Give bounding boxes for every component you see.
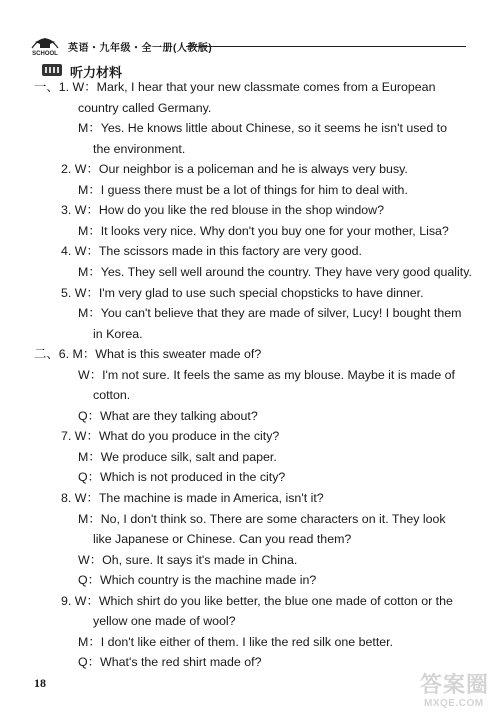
school-logo-icon bbox=[28, 28, 62, 56]
section-title: 听力材料 bbox=[70, 65, 123, 80]
transcript-line: M：You can't believe that they are made of silver, Lucy! I bought them bbox=[78, 306, 462, 321]
transcript-line: country called Germany. bbox=[78, 100, 212, 115]
transcript-line: W：Oh, sure. It says it's made in China. bbox=[78, 552, 298, 567]
transcript-line: the environment. bbox=[93, 141, 186, 156]
transcript-line: Q：What's the red shirt made of? bbox=[78, 655, 262, 670]
watermark bbox=[420, 668, 496, 714]
transcript-line: M：I don't like either of them. I like the red silk one better. bbox=[78, 634, 394, 649]
transcript-line: W：I'm not sure. It feels the same as my blouse. Maybe it is made of bbox=[78, 367, 455, 382]
transcript-line: M：No, I don't think so. There are some characters on it. They look bbox=[78, 511, 446, 526]
transcript-line: M：It looks very nice. Why don't you buy one for your mother, Lisa? bbox=[78, 223, 449, 238]
transcript-line: Q：What are they talking about? bbox=[78, 408, 258, 423]
transcript-line: 2. W：Our neighbor is a policeman and he is always very busy. bbox=[61, 162, 408, 177]
transcript-line: 一、1. W：Mark, I hear that your new classmate comes from a European bbox=[34, 80, 436, 94]
transcript-line: M：I guess there must be a lot of things for him to deal with. bbox=[78, 182, 408, 197]
transcript-line: 4. W：The scissors made in this factory are very good. bbox=[61, 244, 362, 259]
section-marker-icon bbox=[42, 64, 62, 76]
transcript-line: 9. W：Which shirt do you like better, the blue one made of cotton or the bbox=[61, 593, 453, 608]
watermark-logo: 答案圈 bbox=[420, 672, 490, 697]
transcript-line: Q：Which country is the machine made in? bbox=[78, 573, 317, 588]
watermark-url: MXQE.COM bbox=[424, 698, 484, 709]
logo-text: SCHOOL bbox=[32, 51, 58, 56]
page-header bbox=[28, 30, 448, 60]
transcript-line: M：Yes. They sell well around the country. They have very good quality. bbox=[78, 264, 472, 279]
transcript-line: in Korea. bbox=[93, 326, 143, 341]
page-number: 18 bbox=[34, 676, 46, 690]
transcript-line: Q：Which is not produced in the city? bbox=[78, 470, 286, 485]
transcript-line: 3. W：How do you like the red blouse in the shop window? bbox=[61, 203, 385, 218]
transcript-line: 5. W：I'm very glad to use such special chopsticks to have dinner. bbox=[61, 285, 424, 300]
header-rule bbox=[186, 46, 466, 47]
transcript-line: 8. W：The machine is made in America, isn't it? bbox=[61, 491, 324, 505]
transcript-line: yellow one made of wool? bbox=[93, 614, 236, 629]
transcript-line: M：Yes. He knows little about Chinese, so it seems he isn't used to bbox=[78, 121, 447, 136]
transcript-line: cotton. bbox=[93, 388, 131, 403]
transcript-line: like Japanese or Chinese. Can you read them? bbox=[93, 532, 352, 547]
transcript-line: M：We produce silk, salt and paper. bbox=[78, 449, 277, 464]
transcript-line: 7. W：What do you produce in the city? bbox=[61, 429, 280, 444]
header-title: 英语・九年级・全一册(人教版) bbox=[68, 43, 213, 54]
transcript-line: 二、6. M：What is this sweater made of? bbox=[34, 347, 262, 362]
